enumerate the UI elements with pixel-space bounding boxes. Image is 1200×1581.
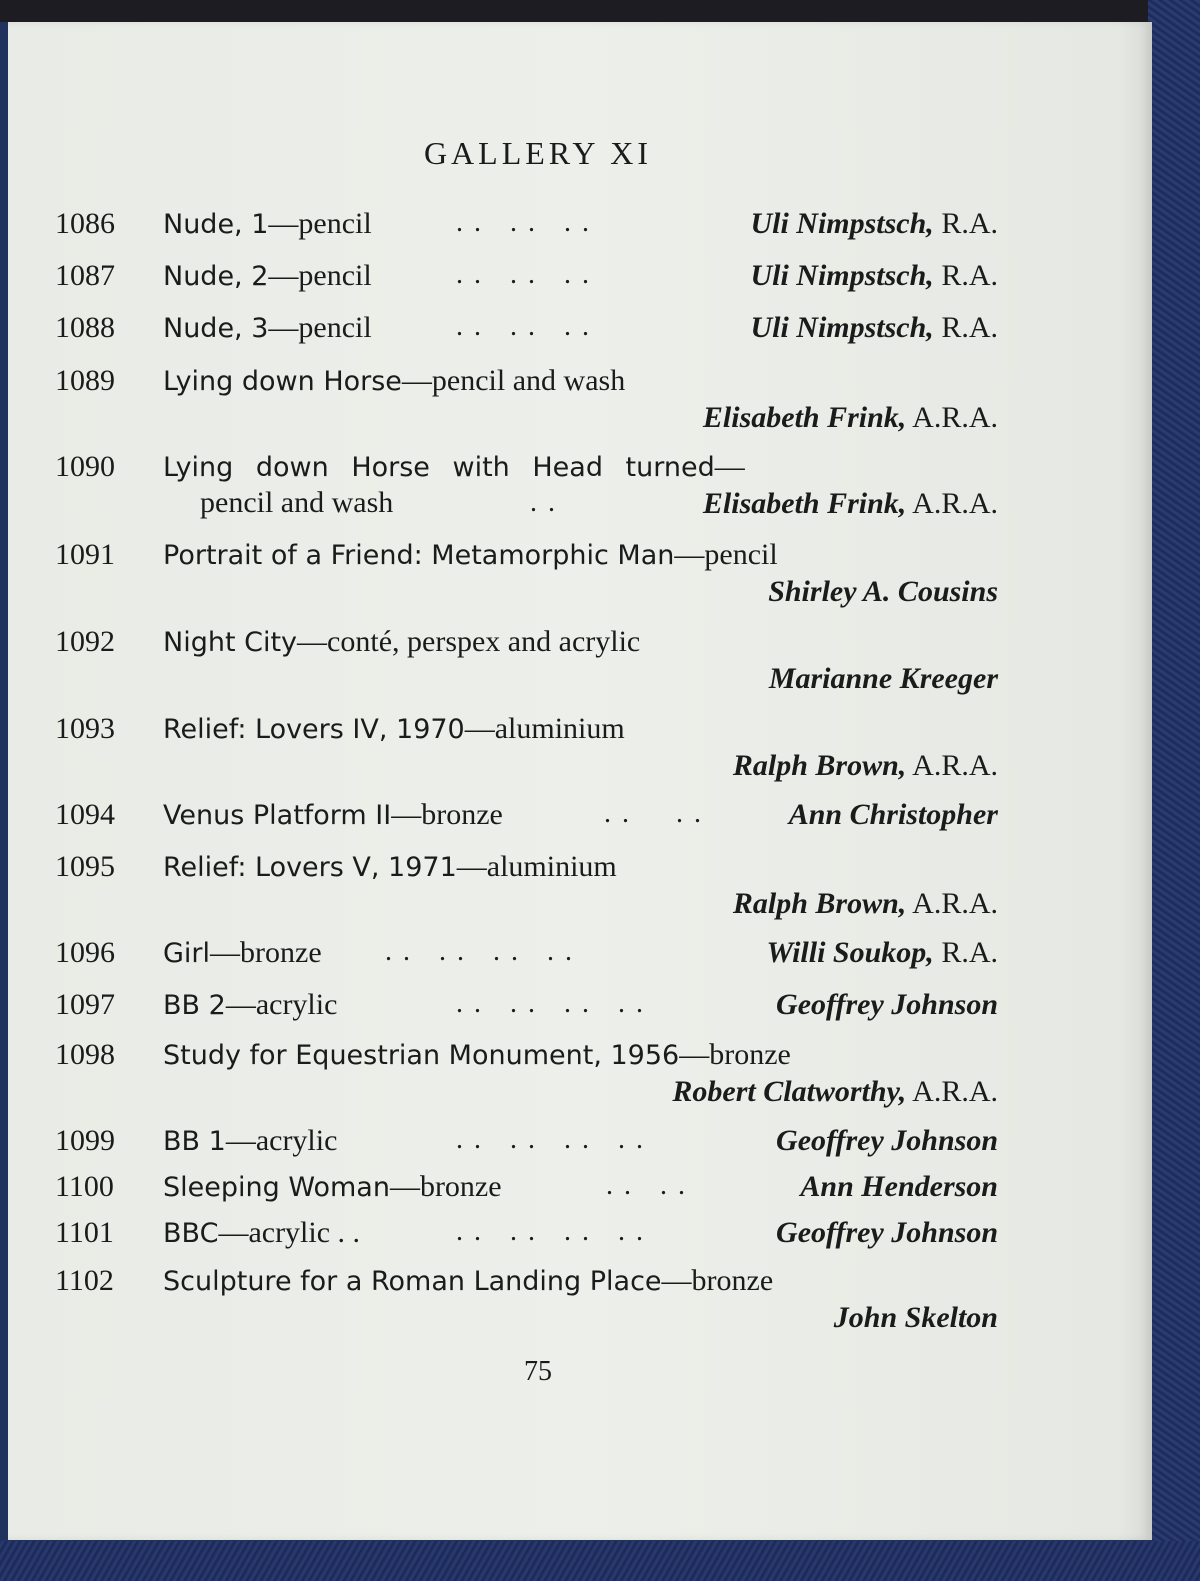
- entry-title: [163, 798, 503, 832]
- entry-title-text: Venus Platform II: [163, 800, 392, 831]
- entry-artist: [672, 1075, 998, 1109]
- catalogue-entry: [8, 798, 1152, 842]
- catalogue-entry: [8, 311, 1152, 355]
- entry-title: [163, 364, 625, 398]
- catalogue-entry: [8, 625, 1152, 695]
- entry-medium: —pencil: [268, 259, 372, 292]
- artist-name: Geoffrey Johnson: [776, 988, 998, 1021]
- entry-artist: [750, 207, 998, 241]
- entry-artist: [733, 887, 998, 921]
- entry-title-text: Relief: Lovers V, 1971: [163, 852, 457, 883]
- entry-title: [163, 311, 372, 345]
- leader-dots: . . . . . . . .: [456, 1216, 645, 1247]
- entry-number: 1087: [55, 259, 115, 292]
- artist-name: Uli Nimpstsch,: [750, 259, 934, 292]
- entry-artist: [733, 749, 998, 783]
- entry-title: [163, 1124, 337, 1158]
- leader-dots: . . . . . . . .: [385, 936, 574, 967]
- entry-artist: [776, 988, 998, 1022]
- leader-dots: . .: [530, 487, 557, 518]
- leader-dots: . . . . . .: [456, 259, 591, 290]
- entry-artist: [834, 1301, 998, 1335]
- entry-title-text: Nude, 1: [163, 209, 269, 240]
- entry-title: [163, 538, 778, 572]
- entry-title-text: BB 1: [163, 1126, 226, 1157]
- book-cover-top: [0, 0, 1200, 22]
- entry-number: 1092: [55, 625, 115, 658]
- leader-dots: . . . . . .: [456, 207, 591, 238]
- entry-medium: —bronze: [661, 1264, 774, 1297]
- entry-number: 1090: [55, 450, 115, 483]
- artist-name: Elisabeth Frink,: [702, 401, 907, 434]
- entry-title-text: Sleeping Woman: [163, 1172, 390, 1203]
- entry-title-text: BB 2: [163, 990, 226, 1021]
- entry-medium: —bronze: [391, 798, 503, 831]
- entry-title: [163, 988, 337, 1022]
- entry-title: [163, 1216, 360, 1250]
- artist-suffix: A.R.A.: [906, 487, 998, 520]
- artist-name: Ann Christopher: [788, 798, 998, 831]
- artist-suffix: R.A.: [933, 311, 998, 344]
- entry-title-text: Relief: Lovers IV, 1970: [163, 714, 465, 745]
- entry-title-text: BBC: [163, 1218, 219, 1249]
- entry-medium: —conté, perspex and acrylic: [297, 625, 641, 658]
- entry-title-text: Girl: [163, 938, 211, 969]
- leader-dots: . . . .: [606, 1170, 687, 1201]
- catalogue-entry: [8, 364, 1152, 434]
- entry-medium: —acrylic: [225, 988, 338, 1021]
- entry-title: [163, 450, 745, 484]
- entry-artist: [776, 1124, 998, 1158]
- entry-title-text: Sculpture for a Roman Landing Place: [163, 1266, 662, 1297]
- entry-title: [163, 1264, 773, 1298]
- entry-number: 1096: [55, 936, 115, 969]
- entry-number: 1094: [55, 798, 115, 831]
- entry-artist: [776, 1216, 998, 1250]
- leader-dots: . . . . . . . .: [456, 1124, 645, 1155]
- artist-suffix: A.R.A.: [906, 749, 998, 782]
- page-number: 75: [524, 1356, 552, 1387]
- entry-medium: —aluminium: [456, 850, 617, 883]
- entry-number: 1100: [55, 1170, 114, 1203]
- artist-suffix: A.R.A.: [906, 1075, 998, 1108]
- artist-name: Marianne Kreeger: [768, 662, 998, 695]
- artist-suffix: R.A.: [933, 207, 998, 240]
- entry-medium: —pencil: [674, 538, 778, 571]
- catalogue-entry: [8, 1038, 1152, 1108]
- book-cover-spine: [1148, 0, 1200, 1581]
- entry-artist: [789, 798, 998, 832]
- artist-name: Ralph Brown,: [732, 887, 907, 920]
- artist-name: Robert Clatworthy,: [672, 1075, 907, 1108]
- artist-suffix: A.R.A.: [906, 401, 998, 434]
- leader-dots: . . . .: [604, 798, 703, 829]
- catalogue-entry: [8, 850, 1152, 920]
- entry-number: 1093: [55, 712, 115, 745]
- artist-name: John Skelton: [833, 1301, 998, 1334]
- catalogue-entry: [8, 538, 1152, 608]
- artist-name: Geoffrey Johnson: [776, 1124, 998, 1157]
- entry-medium: —acrylic: [225, 1124, 338, 1157]
- entry-number: 1099: [55, 1124, 115, 1157]
- entry-title-text: Nude, 3: [163, 313, 269, 344]
- entry-title-text: Lying down Horse: [163, 366, 402, 397]
- catalogue-entry: [8, 1216, 1152, 1260]
- catalogue-entry: [8, 450, 1152, 520]
- leader-dots: . . . . . . . .: [456, 988, 645, 1019]
- entry-title-text: Study for Equestrian Monument, 1956: [163, 1040, 680, 1071]
- catalogue-entry: [8, 1170, 1152, 1214]
- entry-title: [163, 712, 625, 746]
- entry-medium: —pencil: [268, 207, 372, 240]
- entry-title-text: Nude, 2: [163, 261, 269, 292]
- entry-number: 1102: [55, 1264, 114, 1297]
- entry-number: 1098: [55, 1038, 115, 1071]
- entry-title: [163, 207, 372, 241]
- entry-number: 1101: [55, 1216, 114, 1249]
- entry-title-text: Lying down Horse with Head turned: [163, 452, 715, 483]
- catalogue-entry: [8, 259, 1152, 303]
- entry-artist: [768, 575, 998, 609]
- entry-artist: [769, 662, 998, 696]
- entry-medium: —bronze: [679, 1038, 791, 1071]
- entry-number: 1086: [55, 207, 115, 240]
- entry-artist: [703, 401, 998, 435]
- entry-number: 1088: [55, 311, 115, 344]
- entry-title: [163, 1038, 791, 1072]
- artist-name: Geoffrey Johnson: [776, 1216, 998, 1249]
- entry-title: [163, 936, 322, 970]
- entry-medium: —bronze: [210, 936, 322, 969]
- entry-artist: [750, 259, 998, 293]
- entry-medium: —: [714, 450, 745, 483]
- artist-name: Willi Soukop,: [766, 936, 934, 969]
- entry-artist: [800, 1170, 998, 1204]
- entry-title: [163, 850, 617, 884]
- entry-title: [163, 1170, 502, 1204]
- catalogue-entry: [8, 1264, 1152, 1334]
- entry-title: [163, 625, 640, 659]
- entry-title-continued: pencil and wash: [200, 486, 394, 519]
- book-cover-bottom: [0, 1541, 1200, 1581]
- entry-number: 1091: [55, 538, 115, 571]
- entry-medium: —aluminium: [464, 712, 625, 745]
- page-heading: GALLERY XI: [423, 135, 653, 171]
- leader-dots: . . . . . .: [456, 311, 591, 342]
- catalogue-entry: [8, 936, 1152, 980]
- artist-suffix: R.A.: [933, 259, 998, 292]
- artist-name: Uli Nimpstsch,: [750, 207, 934, 240]
- entry-title-text: Night City: [163, 627, 298, 658]
- catalogue-entry: [8, 712, 1152, 782]
- entry-medium: —acrylic . .: [218, 1216, 361, 1249]
- entry-artist: [703, 487, 998, 521]
- catalogue-entry: [8, 207, 1152, 251]
- entry-medium: —pencil and wash: [401, 364, 626, 397]
- entry-title-text: Portrait of a Friend: Metamorphic Man: [163, 540, 675, 571]
- entry-medium: —pencil: [268, 311, 372, 344]
- artist-name: Elisabeth Frink,: [702, 487, 907, 520]
- entry-artist: [767, 936, 998, 970]
- entry-number: 1089: [55, 364, 115, 397]
- artist-name: Ann Henderson: [800, 1170, 998, 1203]
- artist-name: Ralph Brown,: [732, 749, 907, 782]
- entry-number: 1097: [55, 988, 115, 1021]
- artist-name: Shirley A. Cousins: [768, 575, 998, 608]
- artist-name: Uli Nimpstsch,: [750, 311, 934, 344]
- artist-suffix: A.R.A.: [906, 887, 998, 920]
- entry-medium: —bronze: [389, 1170, 502, 1203]
- artist-suffix: R.A.: [933, 936, 998, 969]
- entry-number: 1095: [55, 850, 115, 883]
- catalogue-entry: [8, 1124, 1152, 1168]
- entry-title: [163, 259, 372, 293]
- catalogue-entry: [8, 988, 1152, 1032]
- catalogue-page: [8, 22, 1152, 1540]
- entry-artist: [750, 311, 998, 345]
